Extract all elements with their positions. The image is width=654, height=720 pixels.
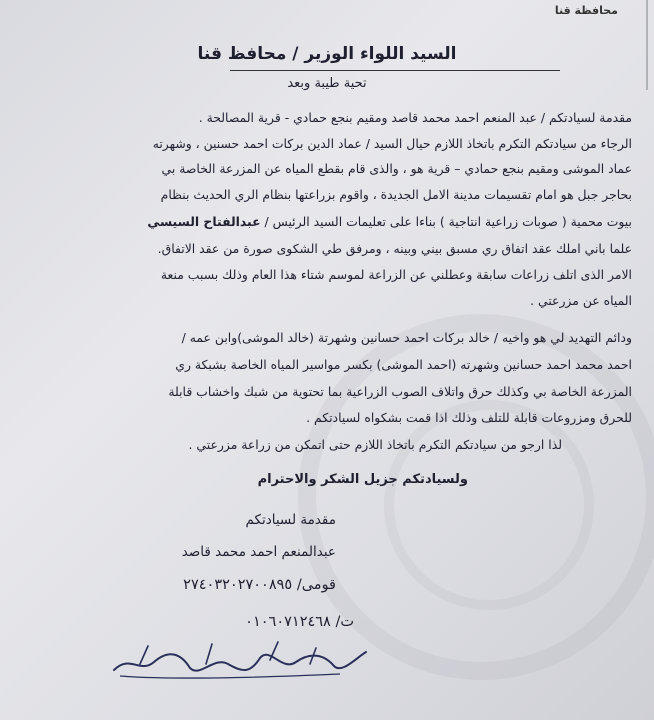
office-label: محافظة قنا (554, 4, 618, 17)
body-line: ودائم التهديد لي هو واخيه / خالد بركات احمد حسانين وشهرتة (خالد الموشى)وابن عمه / (181, 330, 632, 345)
phone-number: ت/ ٠١٠٦٠٧١٢٤٦٨ (245, 614, 354, 630)
body-line: الرجاء من سيادتكم التكرم باتخاذ اللازم حيال السيد / عماد الدين بركات احمد حسنين ، وشهرته (152, 136, 632, 151)
body-line: عماد الموشى ومقيم بنجع حمادي – قرية هو ، والذى قام بقطع المياه عن المزرعة الخاصة بي (161, 161, 632, 176)
body-line: بحاجر جبل هو امام تقسيمات مدينة الامل الجديدة ، واقوم بزراعتها بنظام الري الحديث بنظام (160, 187, 632, 202)
body-line: للحرق ومزروعات قابلة للتلف وذلك اذا قمت بشكواه لسيادتكم . (306, 410, 632, 425)
body-text: بيوت محمية ( صوبات زراعية انتاجية ) بناءا على تعليمات السيد الرئيس / (264, 214, 632, 229)
body-line: المياه عن مزرعتي . (530, 293, 632, 308)
body-line: المزرعة الخاصة بي وكذلك حرق واتلاف الصوب الزراعية بما تحتوية من شبك واخشاب قابلة (168, 384, 632, 399)
body-line: علما باني املك عقد اتفاق ري مسبق بيني وبينه ، ومرفق طي الشكوى صورة من عقد الاتفاق. (157, 241, 632, 256)
handwritten-signature (110, 634, 370, 682)
closing-salutation: ولسيادتكم جزيل الشكر والاحترام (257, 472, 468, 487)
body-line: الامر الذى اتلف زراعات سابقة وعطلني عن الزراعة لموسم شتاء هذا العام وذلك بسبب منعة (160, 267, 632, 282)
body-line: لذا ارجو من سيادتكم التكرم باتخاذ اللازم حتى اتمكن من زراعة مزرعتي . (188, 437, 562, 452)
addressee-heading: السيد اللواء الوزير / محافظ قنا (197, 44, 457, 64)
president-name: عبدالفتاح السيسي (147, 214, 261, 229)
body-line: احمد محمد احمد حسانين وشهرته (احمد الموشى) بكسر مواسير المياه الخاصة بشبكة ري (175, 357, 632, 372)
body-line: مقدمة لسيادتكم / عبد المنعم احمد محمد قاصد ومقيم بنجع حمادي - قرية المصالحة . (198, 110, 632, 125)
presented-by: مقدمة لسيادتكم (245, 512, 336, 528)
watermark-seal-inner (384, 400, 594, 610)
greeting: تحية طيبة وبعد (287, 76, 367, 91)
national-id: قومى/ ٢٧٤٠٣٢٠٢٧٠٠٨٩٥ (183, 577, 336, 593)
body-line (147, 216, 632, 228)
addressee-underline (230, 70, 560, 71)
sender-name: عبدالمنعم احمد محمد قاصد (181, 544, 336, 560)
